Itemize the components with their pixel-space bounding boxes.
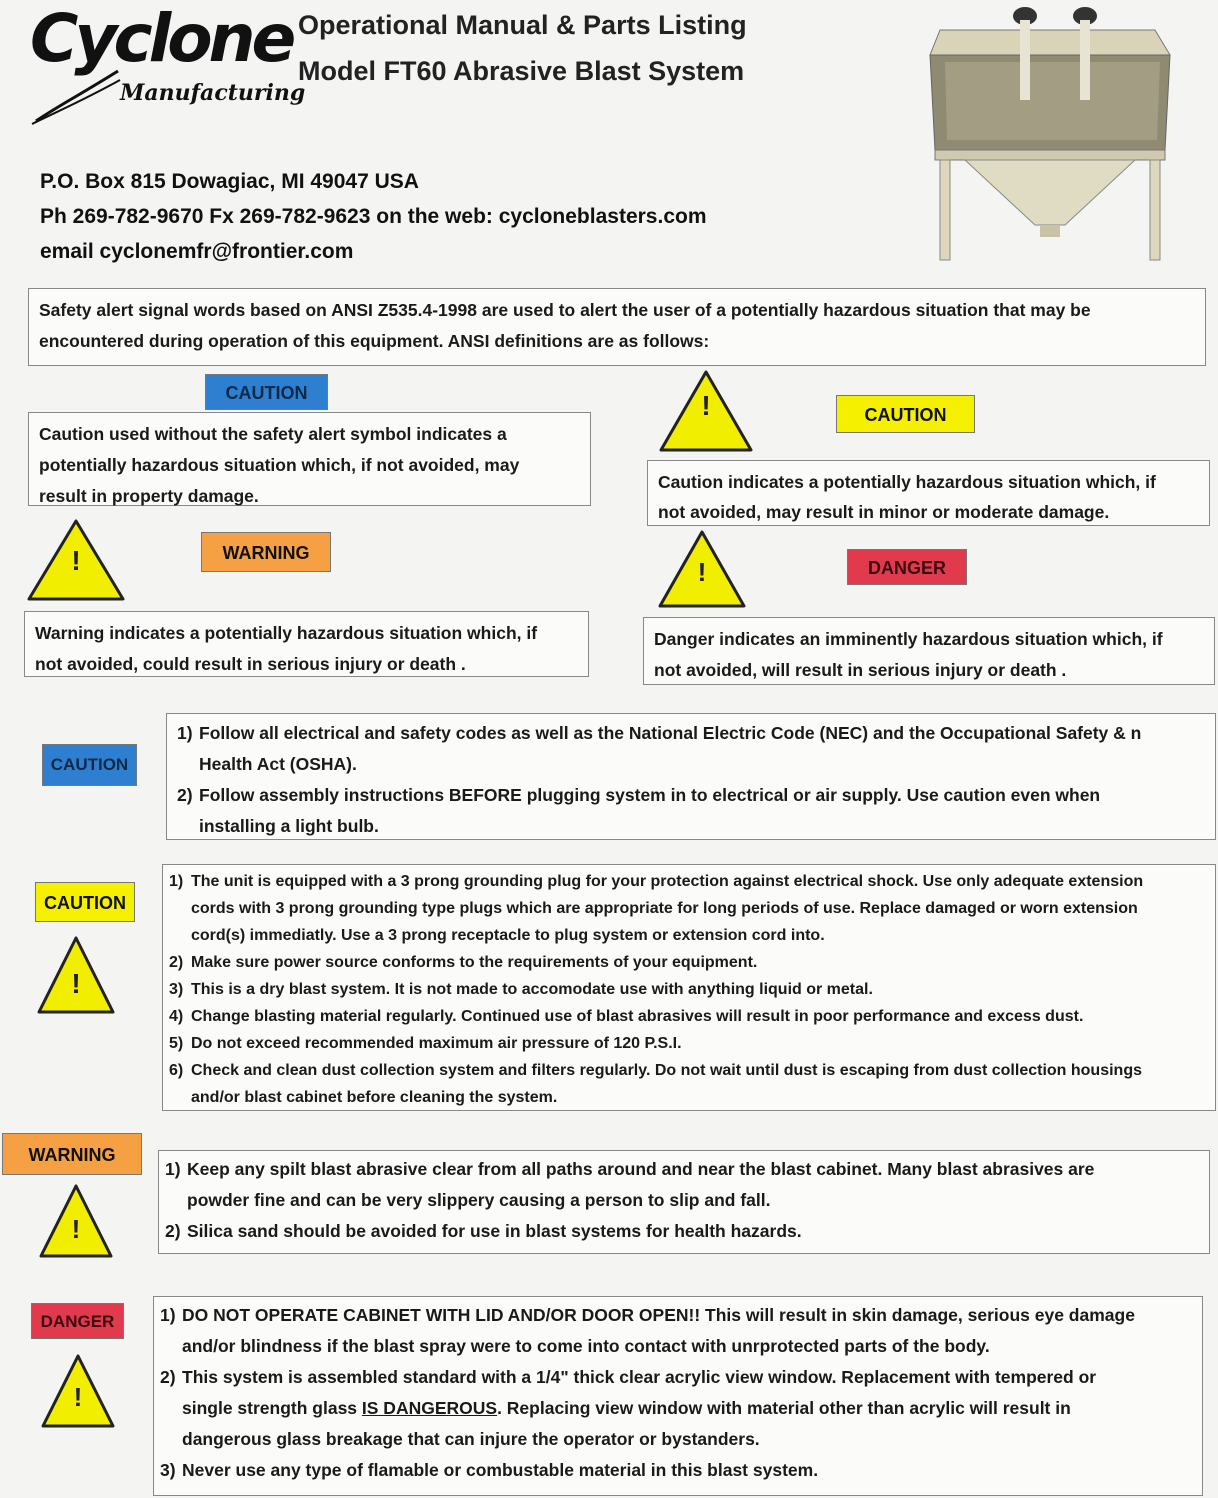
- warning-triangle-icon: [26, 518, 126, 602]
- section2-item-1: 1) The unit is equipped with a 3 prong grounding plug for your protection against electrical shock. Use only adequate extension cords with 3 prong grounding type plugs which are appropriate for long periods of use. Replace damaged or worn extension cord(s) immediatly. Use a 3 prong receptacle to plug system or extension cord into.: [169, 873, 1144, 944]
- section3-warning-label: WARNING: [2, 1133, 142, 1175]
- section1-item-1: 1) Follow all electrical and safety codes as well as the National Electric Code (NEC) and the Occupational Safety & n Health Act (OSHA).: [177, 723, 1142, 774]
- caution-no-symbol-line-2: potentially hazardous situation which, if not avoided, may: [39, 455, 520, 475]
- section1-box: [166, 713, 1216, 840]
- danger-definition-line-1: Danger indicates an imminently hazardous situation which, if: [654, 629, 1163, 649]
- caution-blue-label: CAUTION: [205, 374, 328, 410]
- section1-caution-label: CAUTION: [42, 744, 137, 786]
- section3-item-2: 2) Silica sand should be avoided for use in blast systems for health hazards.: [165, 1221, 802, 1241]
- section4-item-1: 1) DO NOT OPERATE CABINET WITH LID AND/OR DOOR OPEN!! This will result in skin damage, serious eye damage and/or blindness if the blast spray were to come into contact with unrprotected parts of the body.: [160, 1305, 1135, 1356]
- section3-item-1: 1) Keep any spilt blast abrasive clear from all paths around and near the blast cabinet. Many blast abrasives are powder fine and can be very slippery causing a person to slip and fall.: [165, 1159, 1095, 1210]
- logo-brand: Cyclone: [30, 0, 293, 77]
- title-model: Model FT60 Abrasive Blast System: [298, 56, 745, 86]
- caution-no-symbol-line-3: result in property damage.: [39, 486, 259, 506]
- section1-item-2: 2) Follow assembly instructions BEFORE plugging system in to electrical or air supply. Use caution even when installing a light bulb.: [177, 785, 1101, 836]
- warning-triangle-icon: [40, 1353, 116, 1429]
- caution-definition-line-2: not avoided, may result in minor or moderate damage.: [658, 502, 1110, 522]
- danger-definition-line-2: not avoided, will result in serious injury or death .: [654, 660, 1067, 680]
- warning-triangle-icon: [38, 1183, 114, 1259]
- warning-definition-line-1: Warning indicates a potentially hazardous situation which, if: [35, 623, 538, 643]
- caution-no-symbol-box: [28, 412, 591, 506]
- svg-text:!: !: [71, 1214, 81, 1244]
- contact-address: P.O. Box 815 Dowagiac, MI 49047 USA: [40, 170, 419, 193]
- contact-phone: Ph 269-782-9670 Fx 269-782-9623 on the web: cycloneblasters.com: [40, 205, 707, 228]
- warning-triangle-icon: [657, 529, 747, 609]
- caution-no-symbol-line-1: Caution used without the safety alert symbol indicates a: [39, 424, 507, 444]
- danger-red-label: DANGER: [847, 549, 967, 585]
- caution-definition-box: [647, 460, 1210, 526]
- contact-email: email cyclonemfr@frontier.com: [40, 240, 354, 263]
- section2-item-4: 4) Change blasting material regularly. Continued use of blast abrasives will result in poor performance and excess dust.: [169, 1008, 1084, 1025]
- danger-definition-box: [643, 617, 1215, 685]
- caution-definition-line-1: Caution indicates a potentially hazardous situation which, if: [658, 472, 1156, 492]
- section2-item-6: 6) Check and clean dust collection system and filters regularly. Do not wait until dust is escaping from dust collection housings and/or blast cabinet before cleaning the system.: [169, 1062, 1142, 1106]
- intro-line-2: encountered during operation of this equipment. ANSI definitions are as follows:: [39, 331, 710, 351]
- section4-item-3: 3) Never use any type of flamable or combustable material in this blast system.: [160, 1460, 819, 1480]
- intro-line-1: Safety alert signal words based on ANSI Z535.4-1998 are used to alert the user of a potentially hazardous situation that may be: [39, 300, 1091, 320]
- section4-danger-label: DANGER: [31, 1303, 124, 1339]
- intro-box: [28, 288, 1206, 366]
- blast-cabinet-illustration: [925, 0, 1175, 262]
- svg-text:!: !: [701, 390, 711, 421]
- svg-text:!: !: [697, 557, 707, 587]
- section2-item-2: 2) Make sure power source conforms to the requirements of your equipment.: [169, 954, 758, 971]
- svg-text:!: !: [71, 545, 81, 576]
- title-manual: Operational Manual & Parts Listing: [298, 10, 747, 40]
- warning-orange-label: WARNING: [201, 532, 331, 572]
- section2-box: [162, 864, 1216, 1111]
- warning-definition-box: [24, 611, 589, 677]
- section2-caution-label: CAUTION: [35, 882, 135, 922]
- section4-box: [153, 1296, 1203, 1496]
- warning-definition-line-2: not avoided, could result in serious injury or death .: [35, 654, 466, 674]
- warning-triangle-icon: [658, 369, 754, 453]
- caution-yellow-label: CAUTION: [836, 395, 975, 433]
- section2-item-3: 3) This is a dry blast system. It is not made to accomodate use with anything liquid or metal.: [169, 981, 873, 998]
- section3-box: [158, 1150, 1210, 1254]
- is-dangerous-emphasis: IS DANGEROUS: [361, 1398, 498, 1418]
- logo-subtitle: Manufacturing: [120, 80, 306, 106]
- section2-item-5: 5) Do not exceed recommended maximum air pressure of 120 P.S.I.: [169, 1035, 682, 1052]
- section4-item-2: 2) This system is assembled standard with a 1/4" thick clear acrylic view window. Replacement with tempered or single strength glass IS DANGEROUS. Replacing view window with material other than acrylic will result in dangerous glass breakage that can injure the operator or bystanders.: [160, 1367, 1097, 1449]
- svg-text:!: !: [73, 1382, 83, 1412]
- warning-triangle-icon: [36, 935, 116, 1015]
- svg-text:!: !: [71, 968, 81, 999]
